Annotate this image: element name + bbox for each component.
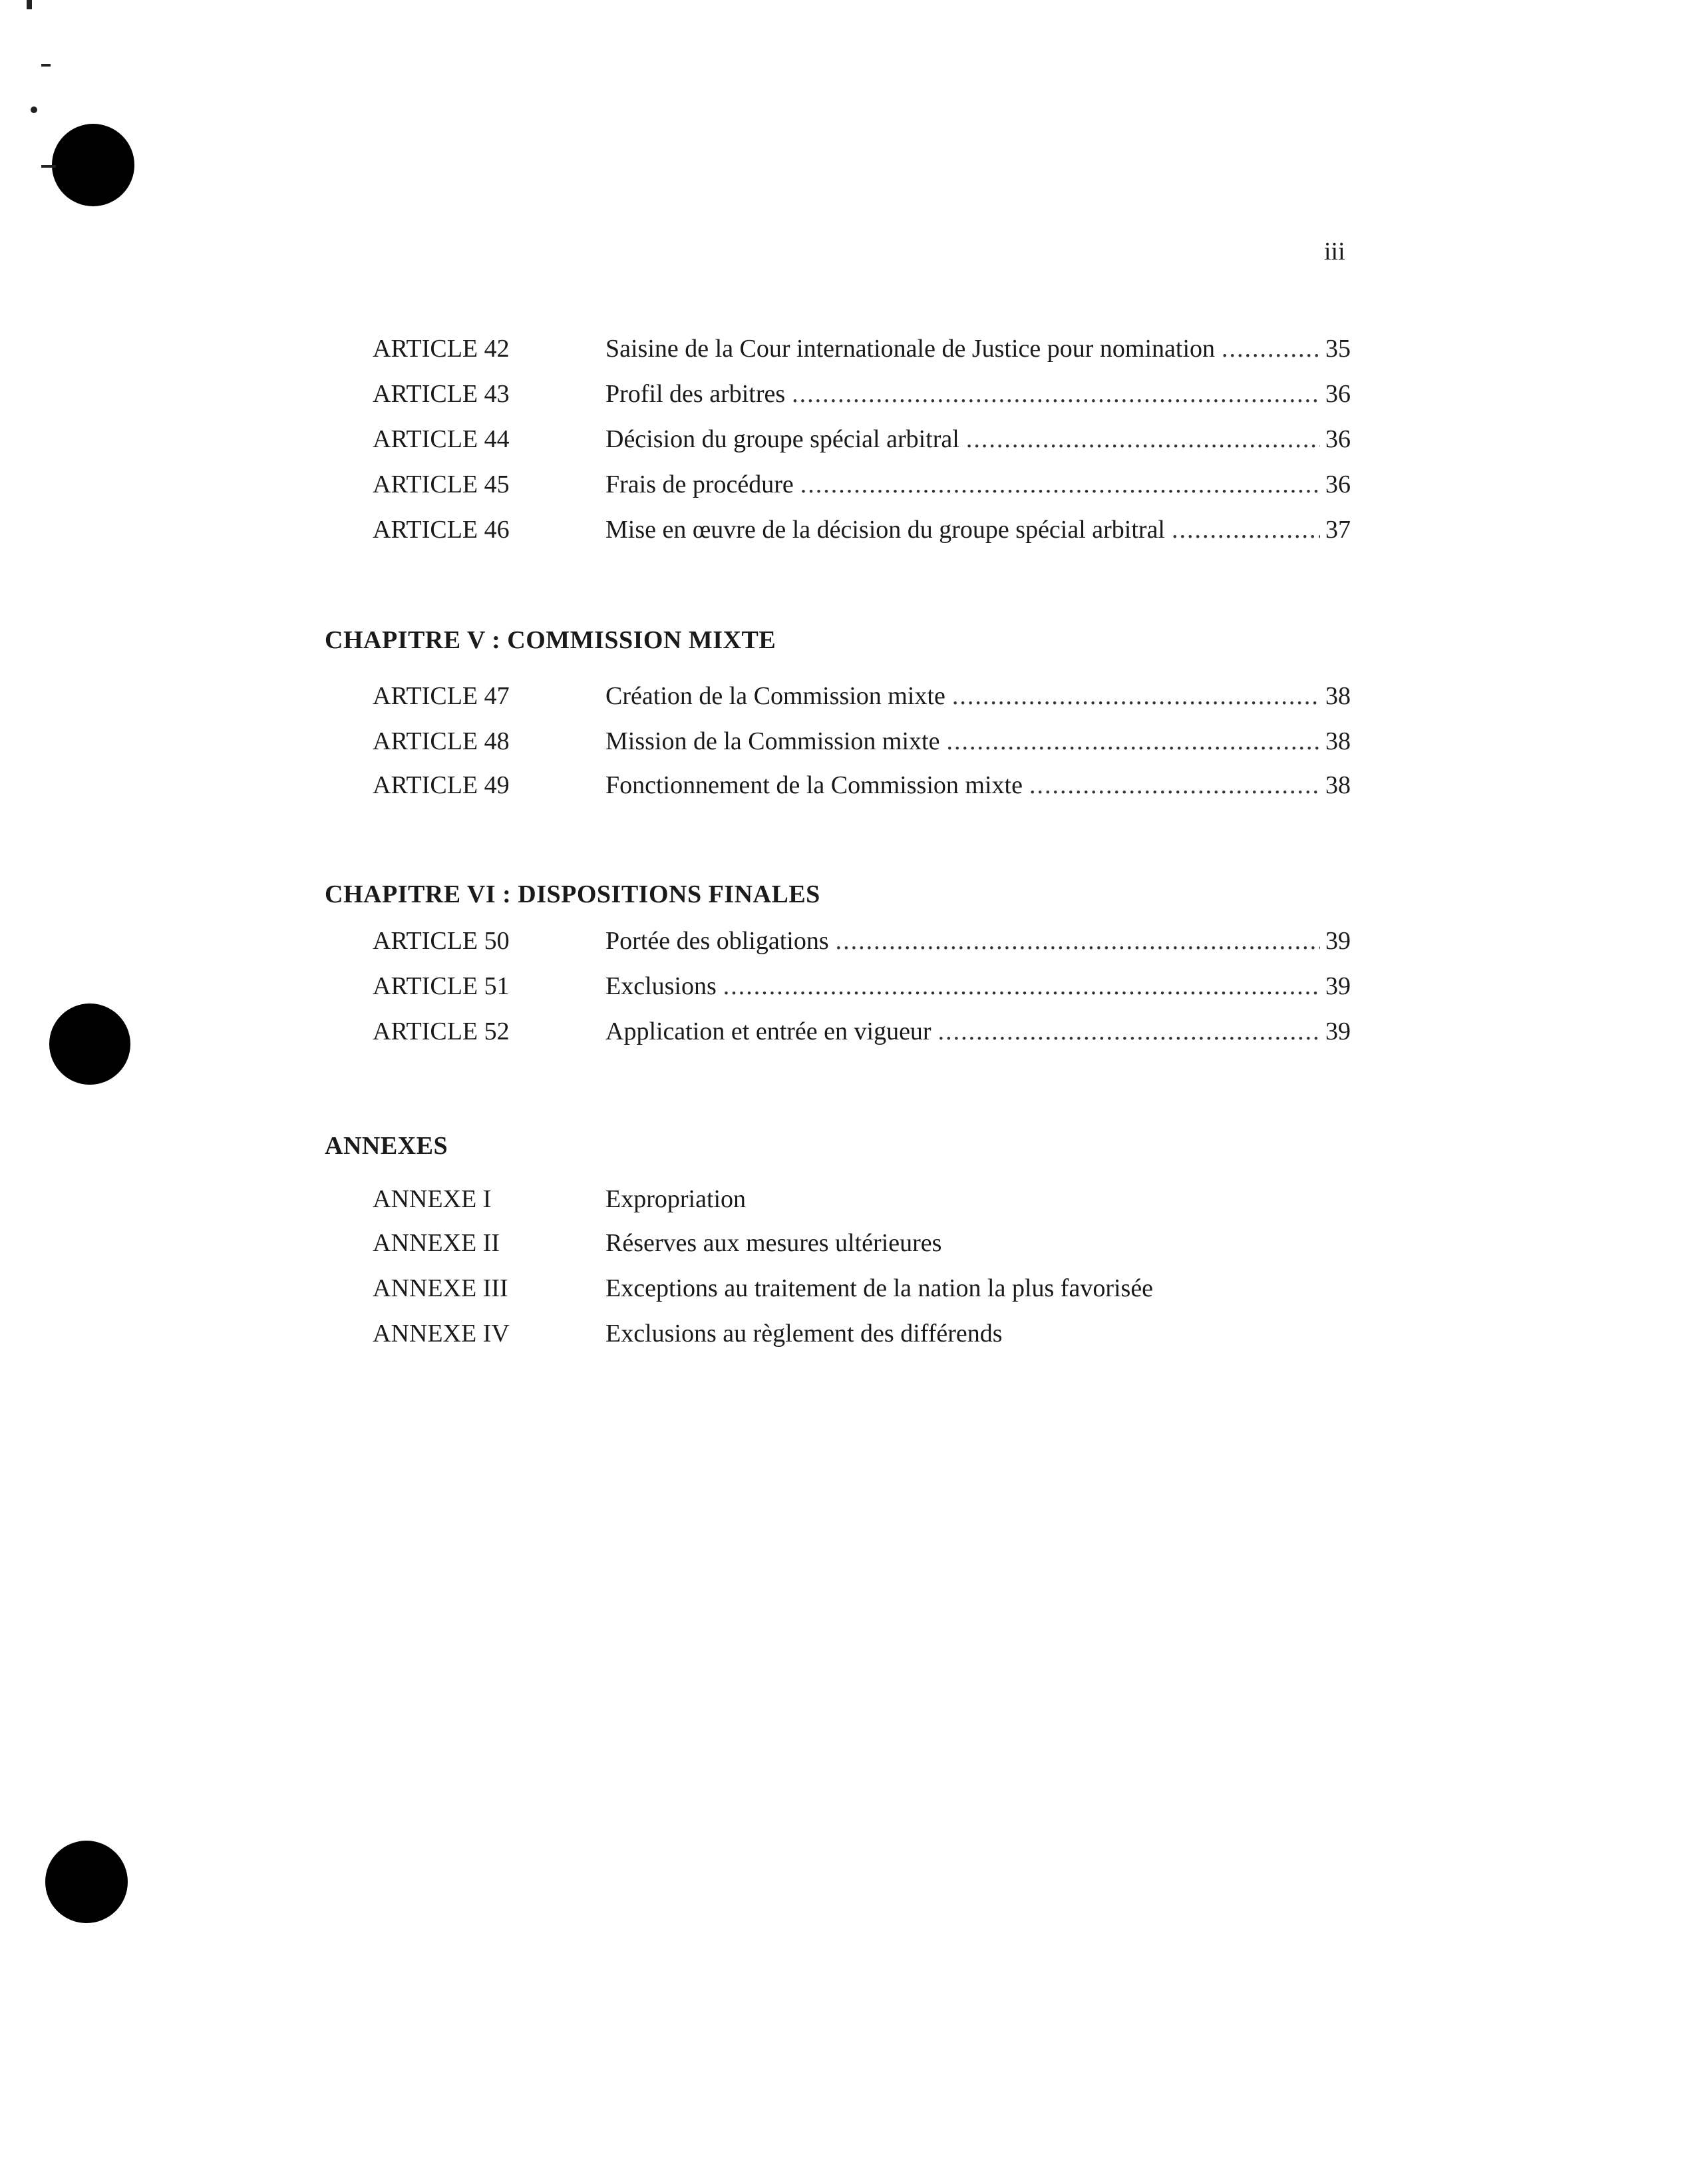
toc-article-title: Mission de la Commission mixte [605,727,940,755]
toc-row [373,926,1351,960]
toc-article-title: Saisine de la Cour internationale de Justice pour nomination [605,335,1216,363]
chapter-heading: CHAPITRE VI : DISPOSITIONS FINALES [325,880,820,908]
toc-page-number: 37 [1325,516,1351,544]
toc-article-number: ARTICLE 51 [373,972,510,1000]
toc-article-title: Fonctionnement de la Commission mixte [605,771,1023,799]
toc-dot-leader [1029,771,1320,800]
toc-row [373,1274,1351,1307]
toc-article-number: ARTICLE 45 [373,470,510,498]
toc-dot-leader [946,727,1320,756]
toc-page-number: 36 [1325,380,1351,408]
toc-dot-leader [800,470,1320,499]
toc-article-title: Application et entrée en vigueur [605,1017,931,1045]
toc-row [373,1184,1351,1218]
toc-page-number: 39 [1325,1017,1351,1045]
toc-article-title: Profil des arbitres [605,380,786,408]
toc-row [373,470,1351,503]
scan-speck [41,165,56,168]
toc-dot-leader [1222,334,1320,363]
toc-annex-number: ANNEXE I [373,1185,492,1213]
toc-page-number: 39 [1325,972,1351,1000]
toc-article-title: Portée des obligations [605,927,829,955]
page-number: iii [1324,238,1345,266]
toc-dot-leader [1172,515,1320,544]
toc-article-number: ARTICLE 43 [373,380,510,408]
toc-row [373,379,1351,413]
toc-article-number: ARTICLE 48 [373,727,510,755]
toc-article-title: Création de la Commission mixte [605,682,945,710]
toc-dot-leader [966,425,1320,454]
punch-hole-middle [49,1003,130,1085]
toc-dot-leader [723,972,1320,1001]
toc-article-number: ARTICLE 44 [373,425,510,453]
punch-hole-bottom [45,1841,128,1923]
toc-article-number: ARTICLE 42 [373,335,510,363]
annexes-heading: ANNEXES [325,1132,448,1160]
toc-page-number: 36 [1325,425,1351,453]
toc-article-number: ARTICLE 50 [373,927,510,955]
scan-speck [27,0,32,9]
toc-page-number: 38 [1325,727,1351,755]
toc-row [373,972,1351,1005]
toc-page-number: 38 [1325,771,1351,799]
punch-hole-top [52,124,134,206]
scan-speck [41,64,51,67]
toc-article-number: ARTICLE 49 [373,771,510,799]
toc-article-number: ARTICLE 46 [373,516,510,544]
toc-annex-title: Réserves aux mesures ultérieures [605,1229,942,1257]
toc-article-number: ARTICLE 47 [373,682,510,710]
toc-article-title: Mise en œuvre de la décision du groupe spécial arbitral [605,516,1165,544]
toc-article-title: Frais de procédure [605,470,794,498]
toc-page-number: 38 [1325,682,1351,710]
toc-row [373,1319,1351,1352]
scan-speck [31,106,37,113]
toc-annex-title: Exceptions au traitement de la nation la plus favorisée [605,1274,1154,1302]
toc-row [373,681,1351,715]
toc-annex-number: ANNEXE II [373,1229,500,1257]
chapter-heading: CHAPITRE V : COMMISSION MIXTE [325,626,776,654]
toc-row [373,425,1351,458]
toc-article-title: Exclusions [605,972,717,1000]
toc-dot-leader [952,681,1320,711]
toc-dot-leader [938,1017,1320,1046]
toc-annex-number: ANNEXE IV [373,1320,510,1348]
toc-article-title: Décision du groupe spécial arbitral [605,425,959,453]
toc-annex-number: ANNEXE III [373,1274,508,1302]
toc-row [373,1228,1351,1262]
toc-row [373,515,1351,548]
toc-row [373,334,1351,367]
toc-row [373,727,1351,760]
toc-annex-title: Expropriation [605,1185,747,1213]
toc-row [373,1017,1351,1050]
toc-dot-leader [836,926,1320,956]
toc-row [373,771,1351,804]
toc-page-number: 36 [1325,470,1351,498]
toc-annex-title: Exclusions au règlement des différends [605,1320,1003,1348]
toc-page-number: 39 [1325,927,1351,955]
toc-article-number: ARTICLE 52 [373,1017,510,1045]
toc-dot-leader [792,379,1320,409]
toc-page-number: 35 [1325,335,1351,363]
